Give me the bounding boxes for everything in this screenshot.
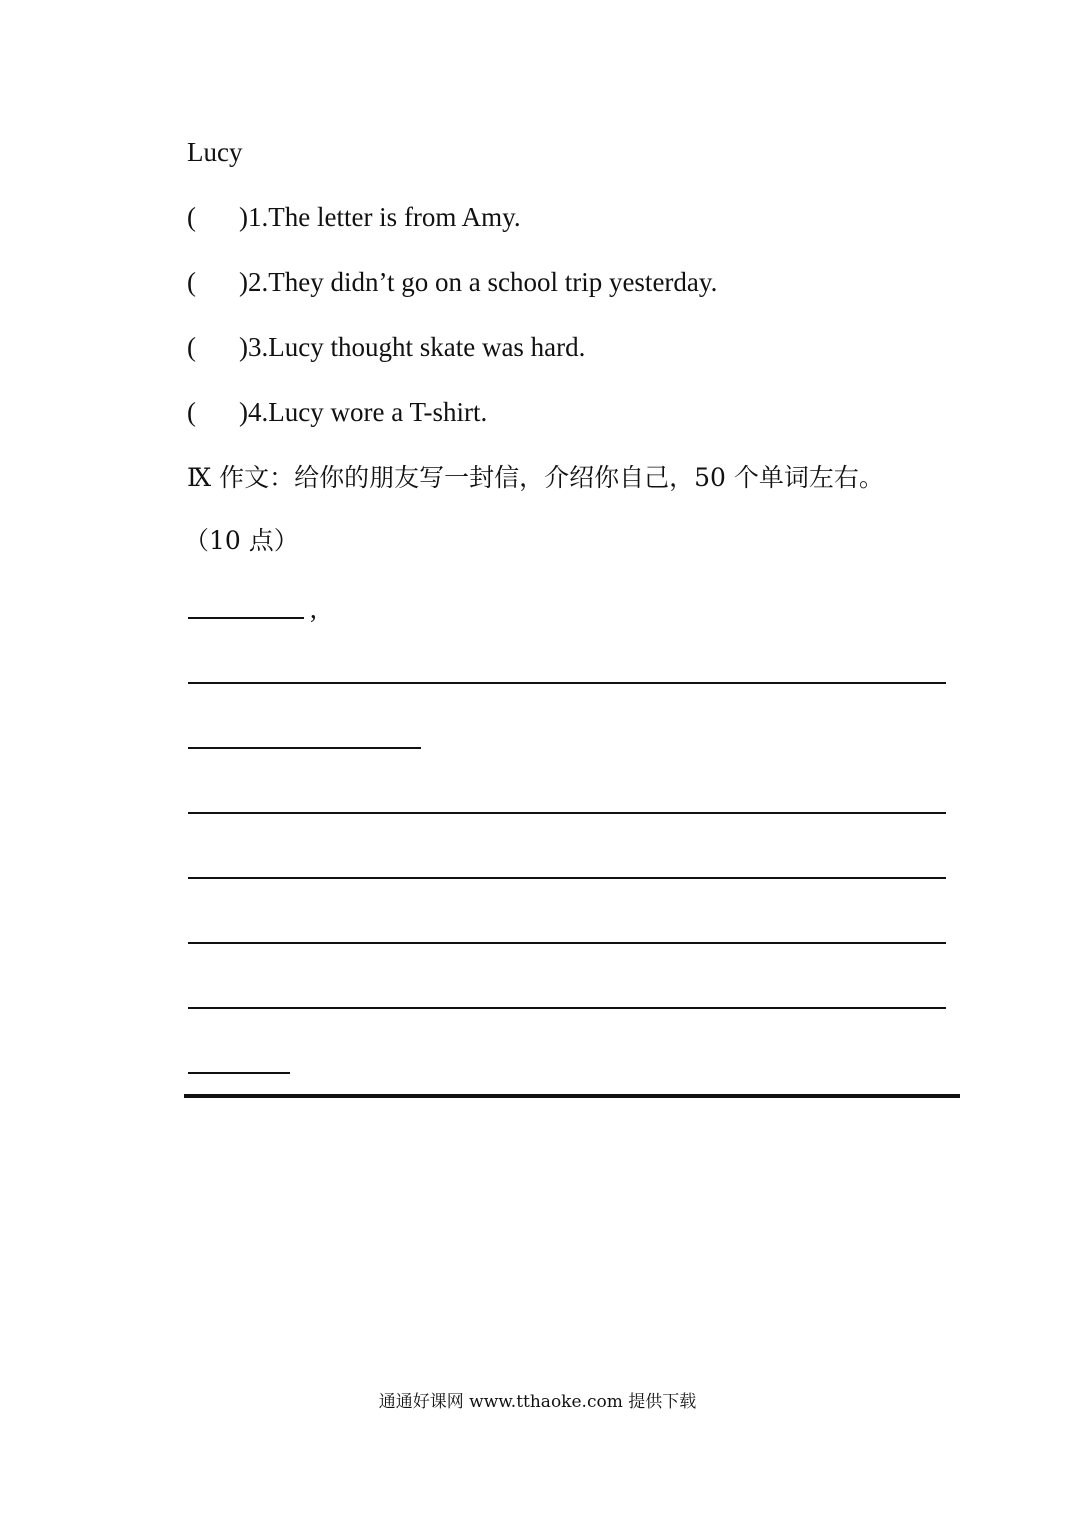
writing-line bbox=[188, 1007, 946, 1009]
question-4 bbox=[187, 395, 487, 429]
signature-lucy: Lucy bbox=[187, 137, 243, 167]
question-text: )3.Lucy thought skate was hard. bbox=[239, 332, 586, 362]
question-1 bbox=[187, 200, 521, 234]
salutation-blank-line bbox=[188, 617, 304, 619]
answer-blank-open-paren: ( bbox=[187, 202, 196, 232]
question-3 bbox=[187, 330, 585, 364]
question-text: )2.They didn’t go on a school trip yesterday. bbox=[239, 267, 718, 297]
answer-blank-open-paren: ( bbox=[187, 332, 196, 362]
answer-blank-open-paren: ( bbox=[187, 267, 196, 297]
writing-line bbox=[188, 747, 421, 749]
section-points: （10 点） bbox=[184, 526, 299, 555]
writing-line bbox=[188, 877, 946, 879]
section-title: Ⅸ 作文：给你的朋友写一封信，介绍你自己，50 个单词左右。 bbox=[187, 463, 884, 492]
answer-blank-open-paren: ( bbox=[187, 397, 196, 427]
section-divider bbox=[184, 1094, 960, 1098]
writing-line bbox=[188, 682, 946, 684]
question-text: )1.The letter is from Amy. bbox=[239, 202, 521, 232]
question-2 bbox=[187, 265, 717, 299]
writing-line bbox=[188, 942, 946, 944]
salutation-comma: , bbox=[310, 594, 317, 624]
signature-blank-line bbox=[188, 1072, 290, 1074]
page-footer: 通通好课网 www.tthaoke.com 提供下载 bbox=[378, 1392, 697, 1412]
question-text: )4.Lucy wore a T-shirt. bbox=[239, 397, 488, 427]
writing-line bbox=[188, 812, 946, 814]
